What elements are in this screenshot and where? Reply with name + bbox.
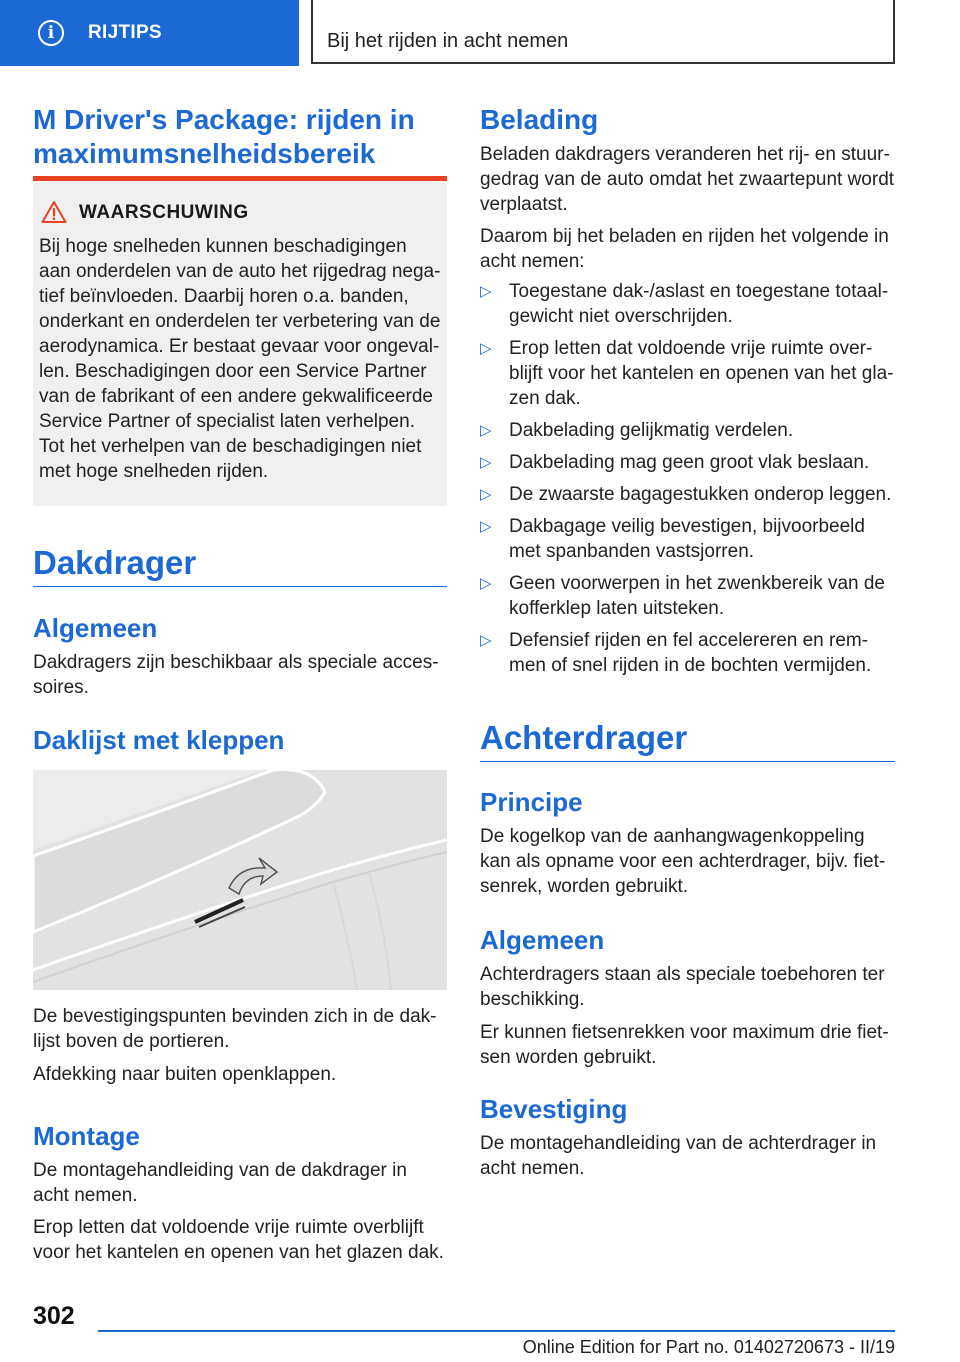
- info-icon: i: [38, 20, 64, 46]
- warning-text: Bij hoge snelheden kunnen beschadigingen aan onderdelen van de auto het rijgedrag negatief beïnvloeden. Daarbij horen o.a. banden, onderkant en onderdelen ter verbetering van de aerodynamica. Er bestaat gevaar voor ongevallen. Beschadigingen door een Service Partner van de fabrikant of een andere gekwalificeerde Service Partner of specialist laten verhelpen. Tot het verhelpen van de beschadigingen niet met hoge snelheden rijden.: [39, 236, 441, 482]
- warning-triangle-icon: [41, 200, 67, 224]
- dakdrager-rule: [33, 586, 447, 587]
- list-bullet-icon: ▷: [480, 422, 492, 439]
- list-bullet-icon: ▷: [480, 632, 492, 649]
- figure-caption-1: De bevestigingspunten bevinden zich in de daklijst boven de portieren.: [33, 1006, 437, 1052]
- list-item: ▷ Dakbagage veilig bevestigen, bijvoorbeeld met spanbanden vastsjorren.: [480, 516, 865, 562]
- list-bullet-icon: ▷: [480, 283, 492, 300]
- chapter-title: Bij het rijden in acht nemen: [327, 30, 569, 52]
- page-number: 302: [33, 1302, 75, 1330]
- warning-box: [33, 176, 447, 506]
- warning-bar: [33, 176, 447, 181]
- belading-list: [480, 279, 895, 685]
- list-item: ▷ Dakbelading gelijkmatig verdelen.: [480, 420, 794, 441]
- figure-caption-2: Afdekking naar buiten openklappen.: [33, 1064, 337, 1085]
- montage-text-2: Erop letten dat voldoende vrije ruimte overblijft voor het kantelen en openen van het glazen dak.: [33, 1217, 444, 1263]
- list-item: ▷ Dakbelading mag geen groot vlak beslaan.: [480, 452, 870, 473]
- dakdrager-heading: Dakdrager: [33, 544, 197, 581]
- footer-edition-link[interactable]: Online Edition for Part no. 01402720673 - II/19: [522, 1337, 895, 1357]
- montage-text-1: De montagehandleiding van de dakdrager in acht nemen.: [33, 1160, 407, 1206]
- achterdrager-rule: [480, 761, 895, 762]
- list-item: ▷ De zwaarste bagagestukken onderop leggen.: [480, 484, 892, 505]
- list-item: ▷ Erop letten dat voldoende vrije ruimte overblijft voor het kantelen en openen van het glazen dak.: [480, 338, 894, 409]
- belading-text-2: Daarom bij het beladen en rijden het volgende in acht nemen:: [480, 226, 889, 272]
- bevestiging-heading: Bevestiging: [480, 1094, 628, 1124]
- algemeen-text-right-1: Achterdragers staan als speciale toebehoren ter beschikking.: [480, 964, 885, 1010]
- list-bullet-icon: ▷: [480, 518, 492, 535]
- principe-text: De kogelkop van de aanhangwagenkoppeling kan als opname voor een achterdrager, bijv. fietsenrek, worden gebruikt.: [480, 826, 886, 897]
- list-bullet-icon: ▷: [480, 486, 492, 503]
- list-bullet-icon: ▷: [480, 340, 492, 357]
- list-bullet-icon: ▷: [480, 575, 492, 592]
- section-tab-label: RIJTIPS: [88, 22, 162, 43]
- algemeen-heading-right: Algemeen: [480, 925, 605, 955]
- algemeen-text: Dakdragers zijn beschikbaar als speciale accessoires.: [33, 652, 439, 698]
- belading-text-1: Beladen dakdragers veranderen het rij- en stuurgedrag van de auto omdat het zwaartepunt wordt verplaatst.: [480, 144, 895, 215]
- md-package-heading: M Driver's Package: rijden in maximumsnelheidsbereik: [33, 104, 415, 169]
- achterdrager-heading: Achterdrager: [480, 719, 688, 756]
- section-tab: [0, 0, 299, 66]
- chapter-header: [311, 0, 895, 64]
- list-bullet-icon: ▷: [480, 454, 492, 471]
- warning-title: WAARSCHUWING: [79, 202, 249, 223]
- bevestiging-text: De montagehandleiding van de achterdrager in acht nemen.: [480, 1133, 877, 1179]
- principe-heading: Principe: [480, 787, 583, 817]
- montage-heading: Montage: [33, 1121, 140, 1151]
- list-item: ▷ Toegestane dak-/aslast en toegestane totaalgewicht niet overschrijden.: [480, 281, 889, 327]
- footer-rule: [98, 1330, 895, 1332]
- belading-heading: Belading: [480, 104, 599, 135]
- algemeen-heading: Algemeen: [33, 613, 158, 643]
- roof-rail-illustration: [33, 770, 447, 990]
- algemeen-text-right-2: Er kunnen fietsenrekken voor maximum drie fietsen worden gebruikt.: [480, 1022, 889, 1068]
- list-item: ▷ Geen voorwerpen in het zwenkbereik van de kofferklep laten uitsteken.: [480, 573, 886, 619]
- daklijst-heading: Daklijst met kleppen: [33, 725, 285, 755]
- list-item: ▷ Defensief rijden en fel accelereren en remmen of snel rijden in de bochten vermijden.: [480, 630, 872, 676]
